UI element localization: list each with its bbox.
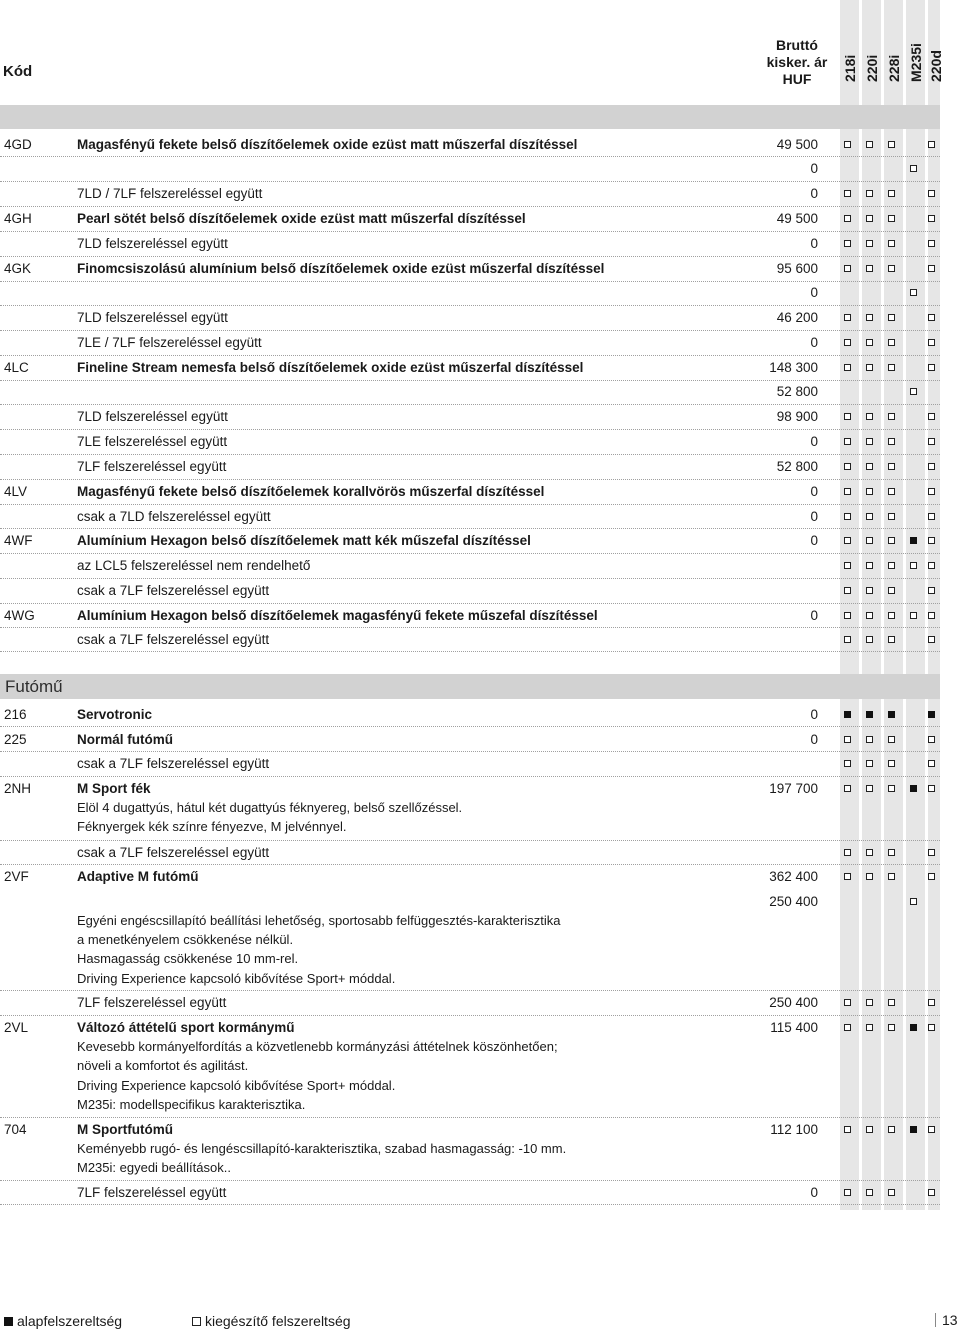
optional-marker-icon [928,265,935,272]
optional-marker-icon [844,562,851,569]
row-description: M Sport fék [77,781,151,796]
row-description: Változó áttételű sport kormánymű [77,1020,295,1035]
optional-marker-icon [866,265,873,272]
optional-marker-icon [888,413,895,420]
optional-marker-icon [844,537,851,544]
row-description: csak a 7LF felszereléssel együtt [77,845,270,860]
optional-marker-icon [888,612,895,619]
optional-marker-icon [928,1126,935,1133]
optional-marker-icon [928,190,935,197]
row-code: 4GH [4,211,32,226]
standard-marker-icon [866,711,873,718]
optional-marker-icon [928,141,935,148]
optional-marker-icon [844,240,851,247]
description-detail-line: Keményebb rugó- és lengéscsillapító-karakterisztika, szabad hasmagasság: -10 mm. [77,1141,567,1156]
row-separator [0,355,940,356]
optional-marker-icon [888,463,895,470]
optional-marker-icon [888,849,895,856]
optional-marker-icon [866,463,873,470]
optional-marker-icon [866,1024,873,1031]
optional-marker-icon [866,190,873,197]
page-number: 13 [942,1312,958,1328]
description-detail-line: Egyéni engéscsillapító beállítási lehetőség, sportosabb felfüggesztés-karakterisztika [77,913,561,928]
optional-marker-icon [866,587,873,594]
row-price: 95 600 [776,261,818,276]
row-price: 250 400 [769,894,818,909]
optional-marker-icon [866,513,873,520]
standard-marker-icon [844,711,851,718]
optional-marker-icon [844,438,851,445]
optional-marker-icon [844,339,851,346]
row-description: 7LD / 7LF felszereléssel együtt [77,186,263,201]
legend-standard: alapfelszereltség [17,1313,123,1329]
row-price: 0 [810,236,818,251]
description-detail-line: Kevesebb kormányelfordítás a közvetlenebb kormányzási áttételnek köszönhetően; [77,1039,558,1054]
row-description: 7LE felszereléssel együtt [77,434,228,449]
optional-marker-icon [910,612,917,619]
row-separator [0,181,940,182]
row-code: 225 [4,732,27,747]
standard-marker-icon [910,1126,917,1133]
header-divider-bar [0,105,940,129]
row-description: 7LF felszereléssel együtt [77,459,227,474]
optional-marker-icon [928,364,935,371]
standard-marker-icon [888,711,895,718]
row-price: 0 [810,707,818,722]
optional-marker-icon [888,587,895,594]
row-price: 0 [810,1185,818,1200]
row-separator [0,1015,940,1016]
optional-marker-icon [928,463,935,470]
optional-marker-icon [844,587,851,594]
row-price: 0 [810,161,818,176]
optional-marker-icon [844,141,851,148]
row-code: 216 [4,707,27,722]
optional-marker-icon [928,873,935,880]
optional-marker-icon [866,488,873,495]
optional-marker-icon [844,463,851,470]
optional-marker-icon [866,785,873,792]
row-description: Normál futómű [77,732,173,747]
row-separator [0,330,940,331]
model-label-218i: 218i [842,54,858,82]
standard-marker-icon [910,1024,917,1031]
standard-marker-icon [910,537,917,544]
row-separator [0,1180,940,1181]
row-separator [0,990,940,991]
row-price: 0 [810,285,818,300]
optional-marker-icon [844,190,851,197]
optional-marker-icon [866,141,873,148]
row-price: 0 [810,608,818,623]
optional-marker-icon [928,1024,935,1031]
optional-marker-icon [866,413,873,420]
row-description: csak a 7LF felszereléssel együtt [77,632,270,647]
description-detail-line: Hasmagasság csökkenése 10 mm-rel. [77,951,299,966]
row-separator [0,726,940,727]
row-description: 7LE / 7LF felszereléssel együtt [77,335,262,350]
section-bar [0,674,940,699]
optional-marker-icon [844,314,851,321]
price-label-line: Bruttó [776,37,818,53]
row-separator [0,504,940,505]
row-separator [0,156,940,157]
optional-marker-icon [888,999,895,1006]
row-price: 0 [810,434,818,449]
optional-marker-icon [866,240,873,247]
optional-marker-icon [888,760,895,767]
optional-marker-icon [844,513,851,520]
optional-marker-icon [844,873,851,880]
optional-marker-icon [928,413,935,420]
optional-marker-icon [844,215,851,222]
row-description: Alumínium Hexagon belső díszítőelemek matt kék műszefal díszítéssel [77,533,531,548]
optional-marker-icon [888,215,895,222]
optional-marker-icon [888,141,895,148]
description-detail-line: Driving Experience kapcsoló kibővítése Sport+ móddal. [77,971,396,986]
description-detail-line: Féknyergek kék színre fényezve, M jelvénnyel. [77,819,347,834]
optional-marker-icon [910,898,917,905]
optional-marker-icon [910,289,917,296]
optional-marker-icon [888,873,895,880]
row-separator [0,305,940,306]
optional-marker-icon [866,537,873,544]
row-price: 0 [810,484,818,499]
optional-marker-icon [844,1024,851,1031]
row-price: 197 700 [769,781,818,796]
optional-marker-icon [866,562,873,569]
model-label-m235i: M235i [908,43,924,82]
header-code-label: Kód [3,63,33,80]
optional-marker-icon [866,636,873,643]
row-separator [0,281,940,282]
optional-marker-icon [844,1126,851,1133]
optional-marker-icon [866,849,873,856]
row-code: 4WG [4,608,35,623]
row-code: 4WF [4,533,33,548]
optional-marker-icon [866,1126,873,1133]
row-code: 2VF [4,869,29,884]
optional-marker-icon [928,513,935,520]
row-separator [0,840,940,841]
row-price: 362 400 [769,869,818,884]
optional-marker-icon [866,760,873,767]
row-code: 4GK [4,261,32,276]
row-separator [0,751,940,752]
row-price: 148 300 [769,360,818,375]
optional-marker-icon [928,736,935,743]
row-separator [0,454,940,455]
optional-marker-icon [888,1024,895,1031]
optional-marker-icon [844,736,851,743]
optional-marker-icon [844,785,851,792]
row-separator [0,479,940,480]
optional-marker-icon [844,849,851,856]
row-price: 98 900 [776,409,818,424]
description-detail-line: Elöl 4 dugattyús, hátul két dugattyús féknyereg, belső szellőzéssel. [77,800,463,815]
optional-marker-icon [928,240,935,247]
optional-marker-icon [928,1189,935,1196]
optional-marker-icon [866,736,873,743]
optional-marker-icon [928,587,935,594]
optional-marker-icon [844,488,851,495]
description-detail-line: M235i: modellspecifikus karakterisztika. [77,1097,306,1112]
row-description: M Sportfutómű [77,1122,173,1137]
page-divider [935,1313,936,1327]
row-price: 49 500 [776,211,818,226]
optional-marker-icon [888,190,895,197]
optional-marker-icon [928,760,935,767]
row-separator [0,231,940,232]
optional-marker-icon [928,438,935,445]
row-code: 4LV [4,484,28,499]
optional-marker-icon [888,314,895,321]
row-description: 7LF felszereléssel együtt [77,995,227,1010]
row-code: 4GD [4,137,32,152]
description-detail-line: növeli a komfortot és agilitást. [77,1058,249,1073]
model-label-228i: 228i [886,54,902,82]
row-description: Finomcsiszolású alumínium belső díszítőelemek oxide ezüst műszerfal díszítéssel [77,261,605,276]
row-price: 0 [810,335,818,350]
row-description: Adaptive M futómű [77,869,199,884]
optional-marker-icon [928,999,935,1006]
optional-marker-icon [928,562,935,569]
row-description: csak a 7LD felszereléssel együtt [77,509,271,524]
model-label-220i: 220i [864,54,880,82]
row-separator [0,1204,940,1205]
row-description: 7LF felszereléssel együtt [77,1185,227,1200]
optional-marker-icon [888,636,895,643]
row-description: Fineline Stream nemesfa belső díszítőelemek oxide ezüst műszerfal díszítéssel [77,360,584,375]
description-detail-line: M235i: egyedi beállítások.. [77,1160,231,1175]
row-description: Magasfényű fekete belső díszítőelemek oxide ezüst matt műszerfal díszítéssel [77,137,578,152]
row-description: Alumínium Hexagon belső díszítőelemek magasfényű fekete műszefal díszítéssel [77,608,598,623]
optional-marker-icon [888,339,895,346]
optional-marker-icon [888,785,895,792]
row-price: 46 200 [776,310,818,325]
row-description: az LCL5 felszereléssel nem rendelhető [77,558,311,573]
optional-marker-icon [928,537,935,544]
optional-marker-icon [888,1189,895,1196]
price-label-line: HUF [782,71,812,87]
price-label-line: kisker. ár [766,54,828,70]
optional-marker-icon [866,999,873,1006]
optional-marker-icon [844,760,851,767]
row-price: 0 [810,509,818,524]
row-description: Servotronic [77,707,153,722]
row-separator [0,651,940,652]
optional-marker-icon [888,513,895,520]
header-price-label [752,37,842,88]
row-code: 2VL [4,1020,29,1035]
optional-marker-icon [888,736,895,743]
row-separator [0,429,940,430]
row-separator [0,1117,940,1118]
row-price: 0 [810,732,818,747]
row-price: 52 800 [776,384,818,399]
row-price: 0 [810,186,818,201]
row-description: csak a 7LF felszereléssel együtt [77,583,270,598]
optional-marker-icon [928,612,935,619]
legend-optional: kiegészítő felszereltség [205,1313,351,1329]
optional-marker-icon [888,240,895,247]
row-description: 7LD felszereléssel együtt [77,409,228,424]
optional-marker-icon [866,339,873,346]
row-separator [0,578,940,579]
optional-marker-icon [866,438,873,445]
optional-marker-icon [928,339,935,346]
row-description: Magasfényű fekete belső díszítőelemek korallvörös műszerfal díszítéssel [77,484,545,499]
optional-marker-icon [866,612,873,619]
row-separator [0,864,940,865]
optional-marker-icon [888,562,895,569]
row-separator [0,776,940,777]
optional-marker-icon [844,364,851,371]
optional-marker-icon [844,413,851,420]
model-label-220d: 220d [928,50,944,82]
row-description: 7LD felszereléssel együtt [77,310,228,325]
optional-marker-icon [910,165,917,172]
row-price: 52 800 [776,459,818,474]
optional-marker-icon [928,785,935,792]
optional-marker-icon [888,488,895,495]
row-code: 704 [4,1122,27,1137]
row-separator [0,206,940,207]
optional-marker-icon [866,215,873,222]
optional-marker-icon [888,364,895,371]
row-separator [0,380,940,381]
optional-marker-icon [844,999,851,1006]
row-price: 0 [810,533,818,548]
description-detail-line: Driving Experience kapcsoló kibővítése Sport+ móddal. [77,1078,396,1093]
optional-marker-icon [888,537,895,544]
row-price: 49 500 [776,137,818,152]
optional-marker-icon [928,849,935,856]
optional-marker-icon [928,215,935,222]
optional-marker-icon [844,1189,851,1196]
row-separator [0,528,940,529]
optional-marker-icon [866,364,873,371]
standard-marker-icon [4,1317,13,1326]
row-separator [0,256,940,257]
row-description: 7LD felszereléssel együtt [77,236,228,251]
row-description: Pearl sötét belső díszítőelemek oxide ezüst matt műszerfal díszítéssel [77,211,526,226]
optional-marker-icon [866,314,873,321]
optional-marker-icon [928,636,935,643]
optional-marker-icon [866,873,873,880]
optional-marker-icon [928,314,935,321]
row-description: csak a 7LF felszereléssel együtt [77,756,270,771]
row-price: 112 100 [770,1122,818,1137]
standard-marker-icon [910,785,917,792]
optional-marker-icon [888,438,895,445]
optional-marker-icon [928,488,935,495]
optional-marker-icon [910,562,917,569]
standard-marker-icon [928,711,935,718]
optional-marker-icon [888,1126,895,1133]
row-separator [0,603,940,604]
row-separator [0,404,940,405]
optional-marker-icon [844,265,851,272]
row-price: 250 400 [769,995,818,1010]
row-code: 2NH [4,781,32,796]
optional-marker-icon [910,388,917,395]
description-detail-line: a menetkényelem csökkenése nélkül. [77,932,294,947]
optional-marker-icon [888,265,895,272]
row-separator [0,553,940,554]
row-separator [0,627,940,628]
row-code: 4LC [4,360,29,375]
row-price: 115 400 [770,1020,818,1035]
optional-marker-icon [192,1317,201,1326]
section-title: Futómű [5,677,63,696]
optional-marker-icon [844,636,851,643]
optional-marker-icon [866,1189,873,1196]
optional-marker-icon [844,612,851,619]
